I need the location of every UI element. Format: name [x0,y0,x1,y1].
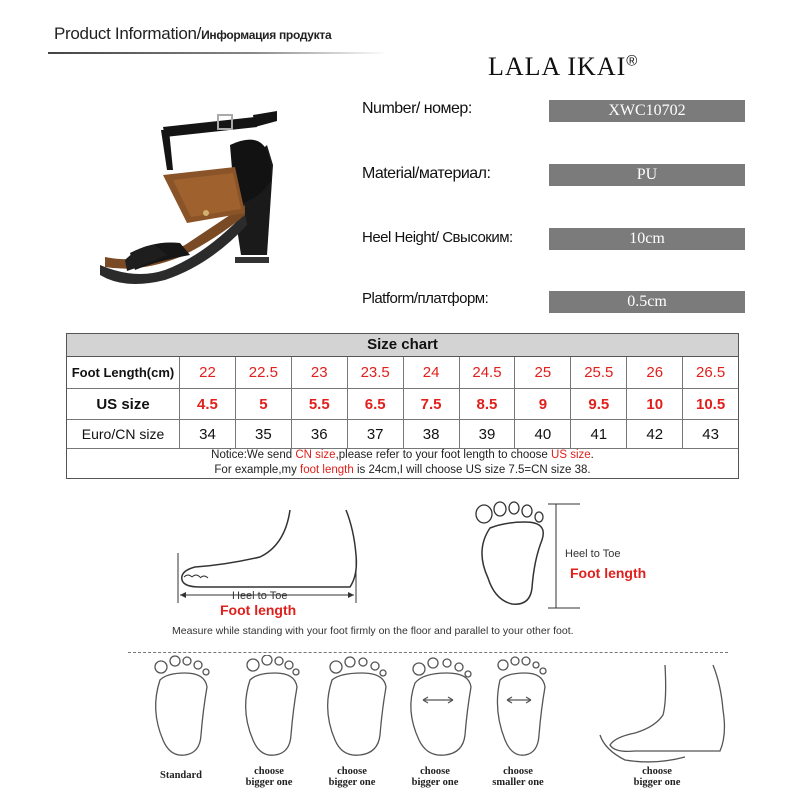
caption-line: bigger one [245,777,293,788]
table-cell: 22.5 [236,357,292,388]
table-cell: 22 [180,357,236,388]
caption-line: choose [420,766,450,777]
table-cell: 5.5 [292,389,348,419]
title-en: Product Information/ [54,24,202,43]
caption-line: choose [254,766,284,777]
row-label: US size [67,389,180,419]
page-title [54,24,331,44]
caption-line: smaller one [492,777,544,788]
caption-choose-smaller [478,766,558,788]
table-cell: 40 [515,420,571,448]
registered-mark: ® [626,52,639,70]
size-notice [67,448,738,478]
caption-choose-bigger-2 [314,766,390,788]
table-cell: 8.5 [460,389,516,419]
row-label: Foot Length(cm) [67,357,180,388]
spec-value-heel: 10cm [549,228,745,250]
table-cell: 10 [627,389,683,419]
table-cell: 24 [404,357,460,388]
caption-line: Standard [159,770,202,781]
spec-label-platform: Platform/платформ: [362,290,489,307]
brand-logo [488,52,638,82]
spec-value-number: XWC10702 [549,100,745,122]
spec-label-heel: Heel Height/ Свысоким: [362,229,513,246]
table-cell: 7.5 [404,389,460,419]
brand-name: LALA IKAI [488,52,627,81]
notice-text: For example,my [214,464,301,476]
table-cell: 41 [571,420,627,448]
sandal-image [95,105,315,290]
caption-line: choose [642,766,672,777]
table-cell: 6.5 [348,389,404,419]
caption-choose-bigger-1 [231,766,307,788]
table-cell: 43 [702,425,719,443]
notice-highlight: foot length [300,464,354,476]
size-chart-title: Size chart [67,334,738,357]
spec-label-material: Material/материал: [362,165,491,182]
table-cell: 5 [236,389,292,419]
spec-label-number: Number/ номер: [362,100,472,117]
caption-line: choose [503,766,533,777]
foot-types-illustration [135,655,735,765]
heel-to-toe-label-1: Heel to Toe [232,590,288,602]
spec-value-material: PU [549,164,745,186]
table-cell: 36 [292,420,348,448]
size-chart [66,333,739,479]
caption-choose-bigger-3 [397,766,473,788]
notice-line-2 [67,463,738,478]
title-ru: Информация продукта [201,28,332,42]
table-cell: 26 [627,357,683,388]
table-cell: 23.5 [348,357,404,388]
notice-text: is 24cm,I will choose US size 7.5=CN size 38. [353,464,591,476]
table-cell: 35 [236,420,292,448]
table-cell: 24.5 [460,357,516,388]
notice-line-1 [67,448,738,463]
table-cell: 25 [515,357,571,388]
notice-text: . [590,449,594,461]
table-cell: 9 [515,389,571,419]
caption-line: bigger one [633,777,681,788]
table-cell: 39 [460,420,516,448]
notice-text: Notice:We send [211,449,296,461]
caption-standard [148,770,214,781]
title-underline [48,52,388,54]
table-cell: 37 [348,420,404,448]
table-cell: 38 [404,420,460,448]
table-cell: 23 [292,357,348,388]
caption-choose-bigger-4 [617,766,697,788]
table-cell: 10.5 [696,395,726,413]
heel-to-toe-label-2: Heel to Toe [565,548,621,560]
notice-text: ,please refer to your foot length to choose [335,449,552,461]
table-cell: 4.5 [180,389,236,419]
spec-value-platform: 0.5cm [549,291,745,313]
caption-line: bigger one [328,777,376,788]
row-foot-length [67,357,738,389]
table-cell: 9.5 [571,389,627,419]
table-cell: 25.5 [571,357,627,388]
notice-highlight: CN size [295,449,336,461]
foot-length-label-2: Foot length [570,565,647,581]
caption-line: bigger one [411,777,459,788]
table-cell: 34 [180,420,236,448]
caption-line: choose [337,766,367,777]
row-euro-size [67,420,738,449]
measure-note: Measure while standing with your foot firmly on the floor and parallel to your other foot. [172,625,574,637]
guide-line [128,652,728,653]
notice-highlight: US size [551,449,591,461]
table-cell: 42 [627,420,683,448]
row-us-size [67,389,738,420]
table-cell: 26.5 [696,364,726,381]
foot-length-label-1: Foot length [220,602,297,618]
row-label: Euro/CN size [67,420,180,448]
